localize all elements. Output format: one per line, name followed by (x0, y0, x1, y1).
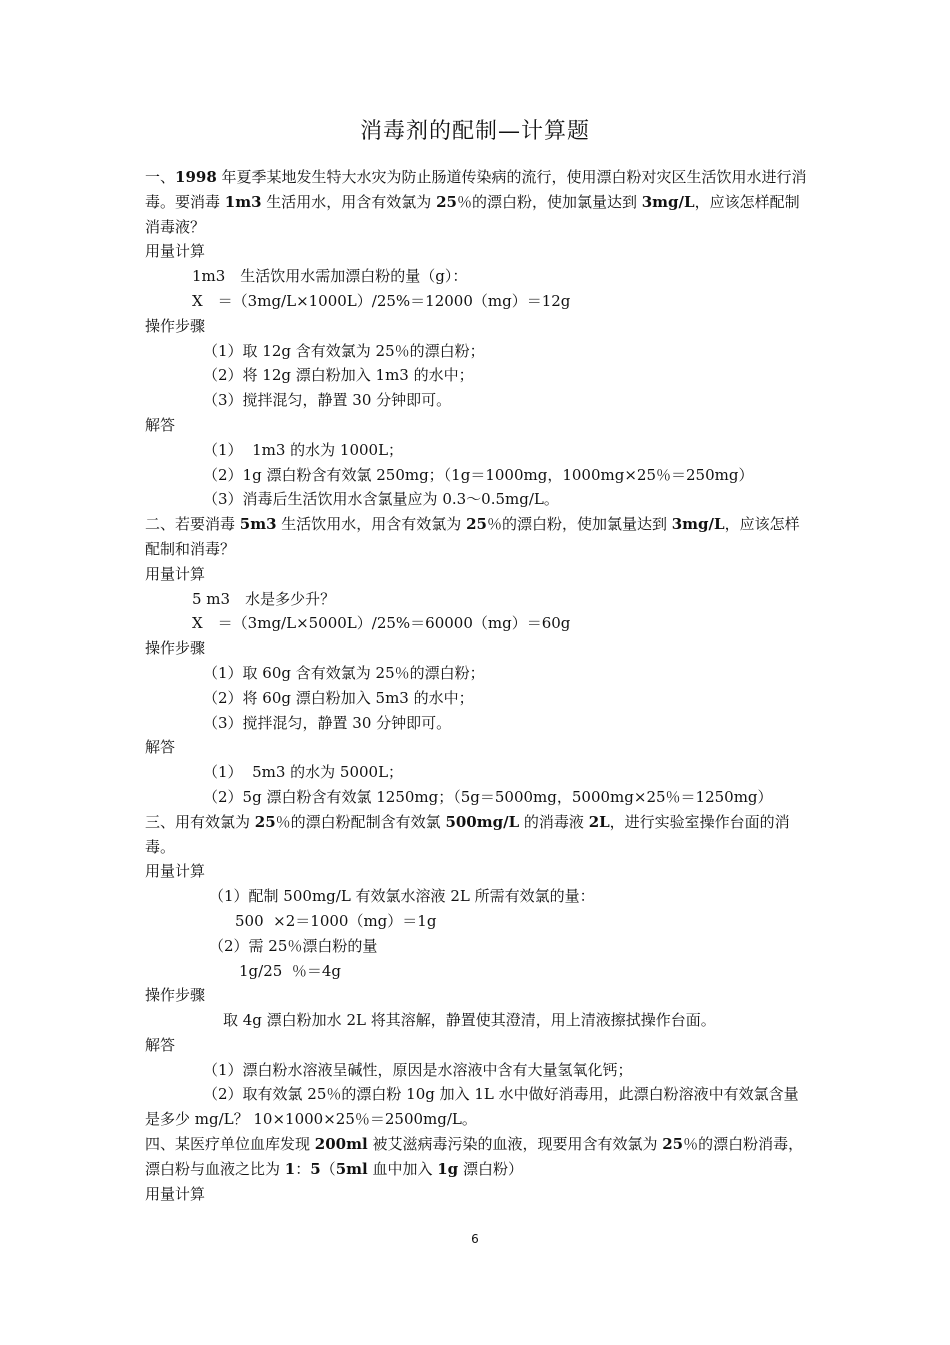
question-4 (145, 1132, 813, 1182)
bold-text: 2L (588, 812, 610, 831)
page-number: 6 (471, 1232, 479, 1246)
section-heading: 操作步骤 (145, 639, 206, 658)
section-heading: 解答 (145, 1035, 176, 1054)
step-line: （3）搅拌混匀，静置 30 分钟即可。 (203, 713, 452, 732)
text: ，应该怎样配制和消毒？ (145, 515, 800, 558)
text: 生活用水，用含有效氯为 (261, 192, 437, 211)
calc-line: 500 ×2＝1000（mg）＝1g (235, 911, 437, 930)
answer-line: （2）5g 漂白粉含有效氯 1250mg；（5g＝5000mg，5000mg×25％＝1250mg） (203, 787, 773, 806)
step-line: （3）搅拌混匀，静置 30 分钟即可。 (203, 391, 452, 410)
section-heading: 用量计算 (145, 862, 206, 881)
section-heading: 操作步骤 (145, 316, 206, 335)
bold-text: 5m3 (239, 515, 277, 534)
bold-text: 5 (310, 1159, 321, 1178)
answer-line: （1） 5m3 的水为 5000L； (203, 763, 404, 782)
bold-text: 25 (662, 1135, 684, 1154)
bold-text: 1m3 (224, 192, 262, 211)
step-line: （2）将 60g 漂白粉加入 5m3 的水中； (203, 688, 474, 707)
text: ％的漂白粉消毒，漂白粉与血液之比为 (145, 1135, 804, 1178)
step-line: （2）将 12g 漂白粉加入 1m3 的水中； (203, 366, 474, 385)
text: 生活饮用水，用含有效氯为 (276, 515, 467, 534)
step-line: （1）取 12g 含有效氯为 25％的漂白粉； (203, 341, 485, 360)
bold-text: 500mg/L (445, 812, 520, 831)
bold-text: 25 (436, 192, 457, 211)
text: ％的漂白粉配制含有效氯 (275, 812, 446, 831)
text: 二、若要消毒 (145, 515, 240, 534)
bold-text: 1998 (175, 168, 217, 186)
calc-line: 5 m3 水是多少升？ (192, 589, 336, 608)
text: 一、 (145, 168, 176, 186)
section-heading: 用量计算 (145, 564, 206, 583)
step-line: 取 4g 漂白粉加水 2L 将其溶解，静置使其澄清，用上清液擦拭操作台面。 (223, 1011, 716, 1030)
answer-line: （1）漂白粉水溶液呈碱性，原因是水溶液中含有大量氢氧化钙； (203, 1060, 633, 1079)
calc-line: （2）需 25％漂白粉的量 (209, 936, 378, 955)
text: ，进行实验室操作台面的消毒。 (145, 812, 790, 856)
question-2 (145, 512, 813, 562)
page-title: 消毒剂的配制—计算题 (359, 119, 590, 144)
text: ： (295, 1159, 311, 1178)
step-line: （1）取 60g 含有效氯为 25％的漂白粉； (203, 663, 485, 682)
calc-line: X ＝（3mg/L×5000L）/25%＝60000（mg）＝60g (192, 614, 571, 633)
bold-text: 1 (284, 1159, 296, 1178)
section-heading: 用量计算 (145, 242, 206, 261)
text: 年夏季某地发生特大水灾为防止肠道传染病的流行，使用漂白粉对灾区生活饮用水进行消毒。要消毒 (145, 168, 807, 211)
answer-line: （3）消毒后生活饮用水含氯量应为 0.3～0.5mg/L。 (203, 490, 559, 509)
text: 被艾滋病毒污染的血液，现要用含有效氯为 (367, 1135, 663, 1154)
bold-text: 25 (466, 515, 487, 534)
section-heading: 用量计算 (145, 1184, 206, 1203)
answer-line: （1） 1m3 的水为 1000L； (203, 440, 404, 459)
text: （ (320, 1159, 336, 1178)
calc-line: （1）配制 500mg/L 有效氯水溶液 2L 所需有效氯的量： (209, 887, 595, 906)
question-3 (145, 810, 813, 860)
question-1 (145, 165, 813, 239)
document-body (145, 165, 813, 1206)
answer-line: （2）取有效氯 25％的漂白粉 10g 加入 1L 水中做好消毒用，此漂白粉溶液中有效氯含量是多少 mg/L？ 10×1000×25％＝2500mg/L。 (145, 1085, 799, 1129)
text: 的消毒液 (519, 812, 589, 831)
bold-text: 200ml (314, 1135, 368, 1154)
section-heading: 操作步骤 (145, 986, 206, 1005)
text: ％的漂白粉，使加氯量达到 (486, 515, 672, 534)
calc-line: 1g/25 ％＝4g (239, 961, 341, 980)
bold-text: 1g (437, 1159, 459, 1178)
section-heading: 解答 (145, 415, 176, 434)
calc-line: X ＝（3mg/L×1000L）/25%＝12000（mg）＝12g (192, 291, 571, 310)
bold-text: 5ml (335, 1159, 368, 1178)
text: 漂白粉） (458, 1159, 523, 1178)
text: ，应该怎样配制消毒液？ (145, 192, 800, 236)
section-heading: 解答 (145, 738, 176, 757)
bold-text: 3mg/L (641, 192, 695, 211)
calc-line: 1m3 生活饮用水需加漂白粉的量（g）： (192, 267, 468, 286)
text: 四、某医疗单位血库发现 (145, 1135, 315, 1154)
text: 血中加入 (367, 1159, 438, 1178)
bold-text: 3mg/L (671, 515, 725, 534)
text: 三、用有效氯为 (145, 812, 255, 831)
answer-line: （2）1g 漂白粉含有效氯 250mg；（1g＝1000mg，1000mg×25％＝250mg） (203, 465, 754, 484)
text: ％的漂白粉，使加氯量达到 (456, 192, 642, 211)
bold-text: 25 (254, 812, 276, 831)
